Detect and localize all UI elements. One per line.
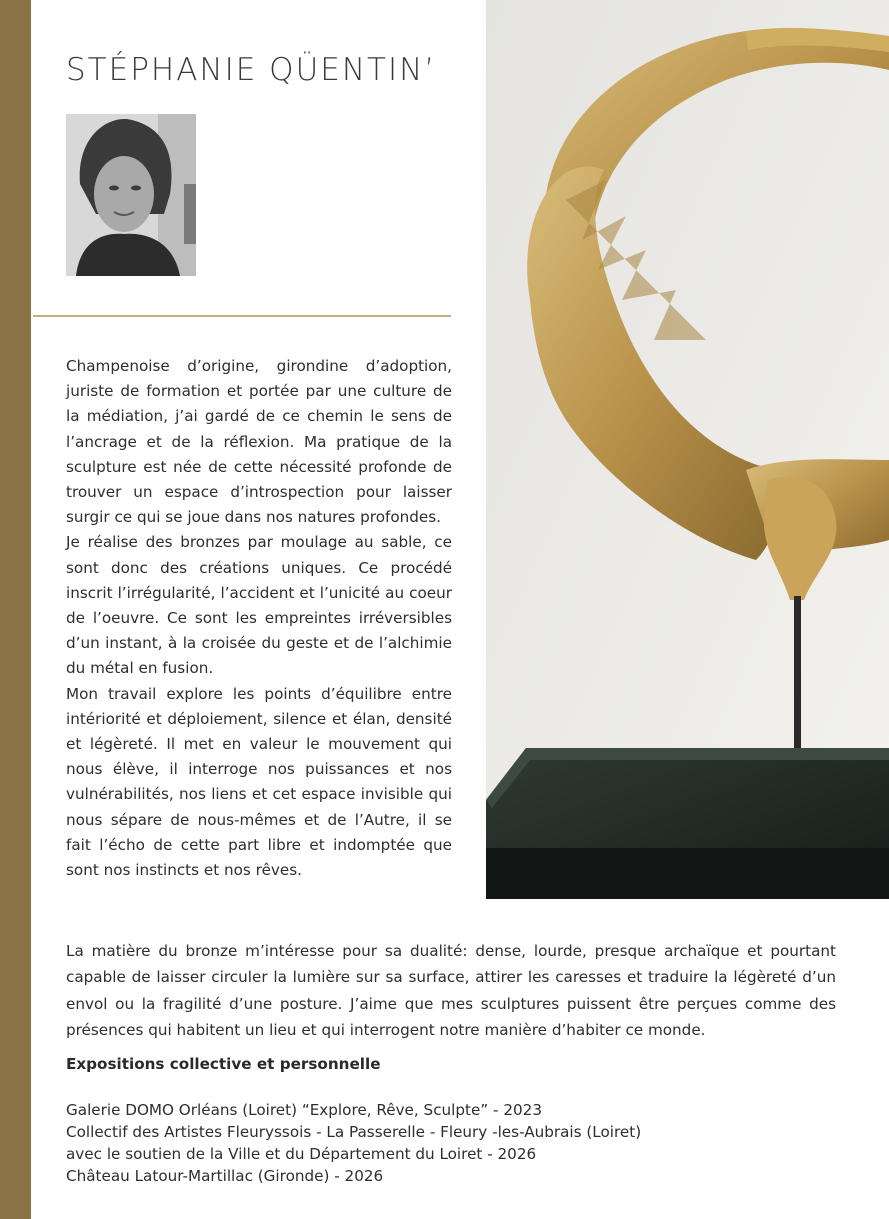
bio-paragraph: Champenoise d’origine, girondine d’adoption, juriste de formation et portée par une culture de la médiation, j’ai gardé de ce chemin le sens de l’ancrage et de la réflexion. Ma pratique de la sculpture est née de cette nécessité profonde de trouver un espace d’introspection pour laisser surgir ce qui se joue dans nos natures profondes.: [66, 357, 452, 527]
exhibition-item: Château Latour-Martillac (Gironde) - 2026: [66, 1167, 384, 1185]
bio-paragraph: Je réalise des bronzes par moulage au sable, ce sont donc des créations uniques. Ce procédé inscrit l’irrégularité, l’accident et l’unicité au coeur de l’oeuvre. Ce sont les empreintes irréversibles d’un instant, à la croisée du geste et de l’alchimie du métal en fusion.: [66, 533, 452, 678]
bronze-sculpture-photo: [486, 0, 889, 899]
artist-biography: [66, 354, 452, 883]
bio-paragraph: Mon travail explore les points d’équilibre entre intériorité et déploiement, silence et élan, densité et légèreté. Il met en valeur le mouvement qui nous élève, il interroge nos puissances et nos vulnérabilités, nos liens et cet espace invisible qui nous sépare de nous-mêmes et de l’Autre, il se fait l’écho de cette part libre et indomptée que sont nos instincts et nos rêves.: [66, 684, 452, 880]
exhibition-item: avec le soutien de la Ville et du Département du Loiret - 2026: [66, 1145, 537, 1163]
artist-portrait-photo: [66, 114, 196, 276]
exhibitions-heading: Expositions collective et personnelle: [66, 1055, 381, 1073]
section-divider: [33, 315, 451, 317]
side-color-band: [0, 0, 31, 1219]
bio-closing-paragraph: La matière du bronze m’intéresse pour sa dualité: dense, lourde, presque archaïque et pourtant capable de laisser circuler la lumière sur sa surface, attirer les caresses et traduire la légèreté d’un envol ou la fragilité d’une posture. J’aime que mes sculptures puissent être perçues comme des présences qui habitent un lieu et qui interrogent notre manière d’habiter ce monde.: [66, 942, 836, 1039]
exhibitions-list: [66, 1099, 641, 1187]
artist-name-title: STÉPHANIE QÜENTIN’: [66, 52, 437, 88]
exhibition-item: Galerie DOMO Orléans (Loiret) “Explore, Rêve, Sculpte” - 2023: [66, 1101, 542, 1119]
exhibition-item: Collectif des Artistes Fleuryssois - La Passerelle - Fleury -les-Aubrais (Loiret): [66, 1123, 642, 1141]
